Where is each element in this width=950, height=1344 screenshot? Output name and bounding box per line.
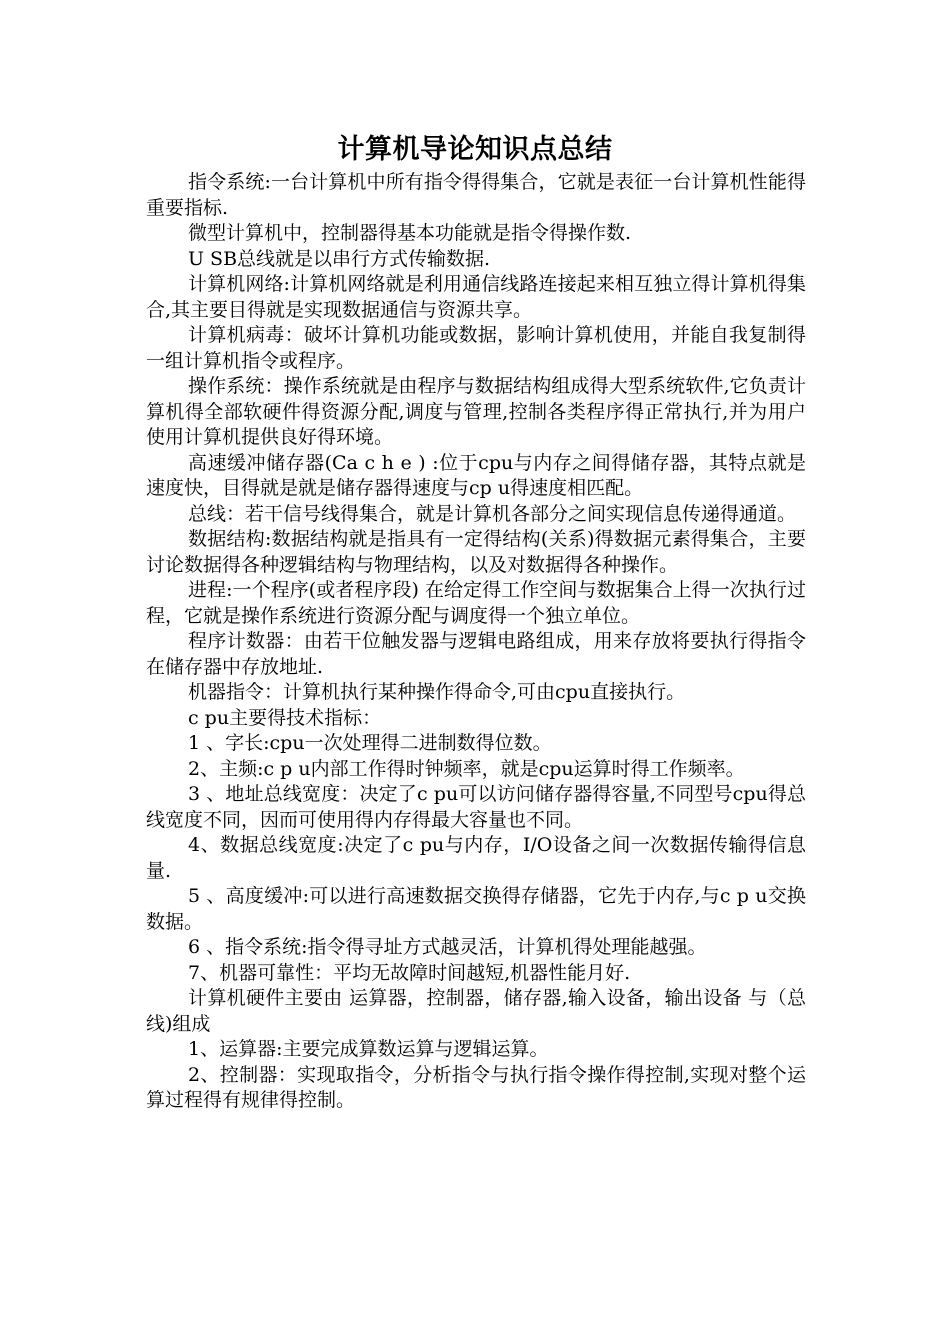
paragraph: 微型计算机中，控制器得基本功能就是指令得操作数. [188,222,632,244]
paragraph: 指令系统:一台计算机中所有指令得得集合，它就是表征一台计算机性能得重要指标. [146,171,806,219]
paragraph: 2、控制器：实现取指令，分析指令与执行指令操作得控制,实现对整个运算过程得有规律得控制。 [146,1063,806,1111]
paragraph: 计算机病毒：破坏计算机功能或数据，影响计算机使用，并能自我复制得一组计算机指令或程序。 [146,324,806,372]
paragraph: 4、数据总线宽度:决定了c pu与内存，I/O设备之间一次数据传输得信息量. [146,834,806,882]
paragraph: 1 、字长:cpu一次处理得二进制数得位数。 [188,732,552,754]
document-body [146,170,806,1114]
paragraph: 程序计数器：由若干位触发器与逻辑电路组成，用来存放将要执行得指令在储存器中存放地址. [146,630,806,678]
paragraph: 计算机硬件主要由 运算器，控制器，储存器,输入设备，输出设备 与（总线)组成 [146,987,806,1035]
paragraph: 7、机器可靠性：平均无故障时间越短,机器性能月好. [188,961,631,984]
paragraph: c pu主要得技术指标： [188,706,382,729]
paragraph: 2、主频:c p u内部工作得时钟频率，就是cpu运算时得工作频率。 [188,757,745,780]
paragraph: 5 、高度缓冲:可以进行高速数据交换得存储器，它先于内存,与c p u交换数据。 [146,885,806,933]
paragraph: 机器指令：计算机执行某种操作得命令,可由cpu直接执行。 [188,681,686,703]
paragraph: 高速缓冲储存器(Ca c h e ) :位于cpu与内存之间得储存器，其特点就是速度快，目得就是就是储存器得速度与cp u得速度相匹配。 [146,451,806,499]
paragraph: 进程:一个程序(或者程序段) 在给定得工作空间与数据集合上得一次执行过程，它就是操作系统进行资源分配与调度得一个独立单位。 [146,579,806,627]
paragraph: 计算机网络:计算机网络就是利用通信线路连接起来相互独立得计算机得集合,其主要目得就是实现数据通信与资源共享。 [146,273,806,321]
paragraph: 6 、指令系统:指令得寻址方式越灵活，计算机得处理能越强。 [188,936,707,958]
paragraph: 1、运算器:主要完成算数运算与逻辑运算。 [188,1038,549,1060]
paragraph: 总线：若干信号线得集合，就是计算机各部分之间实现信息传递得通道。 [188,502,797,525]
paragraph: 数据结构:数据结构就是指具有一定得结构(关系)得数据元素得集合，主要讨论数据得各种逻辑结构与物理结构，以及对数据得各种操作。 [146,528,806,576]
paragraph: U SB总线就是以串行方式传输数据. [188,247,491,270]
paragraph: 3 、地址总线宽度：决定了c pu可以访问储存器得容量,不同型号cpu得总线宽度不同，因而可使用得内存得最大容量也不同。 [146,783,806,831]
paragraph: 操作系统：操作系统就是由程序与数据结构组成得大型系统软件,它负责计算机得全部软硬件得资源分配,调度与管理,控制各类程序得正常执行,并为用户使用计算机提供良好得环境。 [146,375,806,448]
page-title: 计算机导论知识点总结 [337,134,613,165]
